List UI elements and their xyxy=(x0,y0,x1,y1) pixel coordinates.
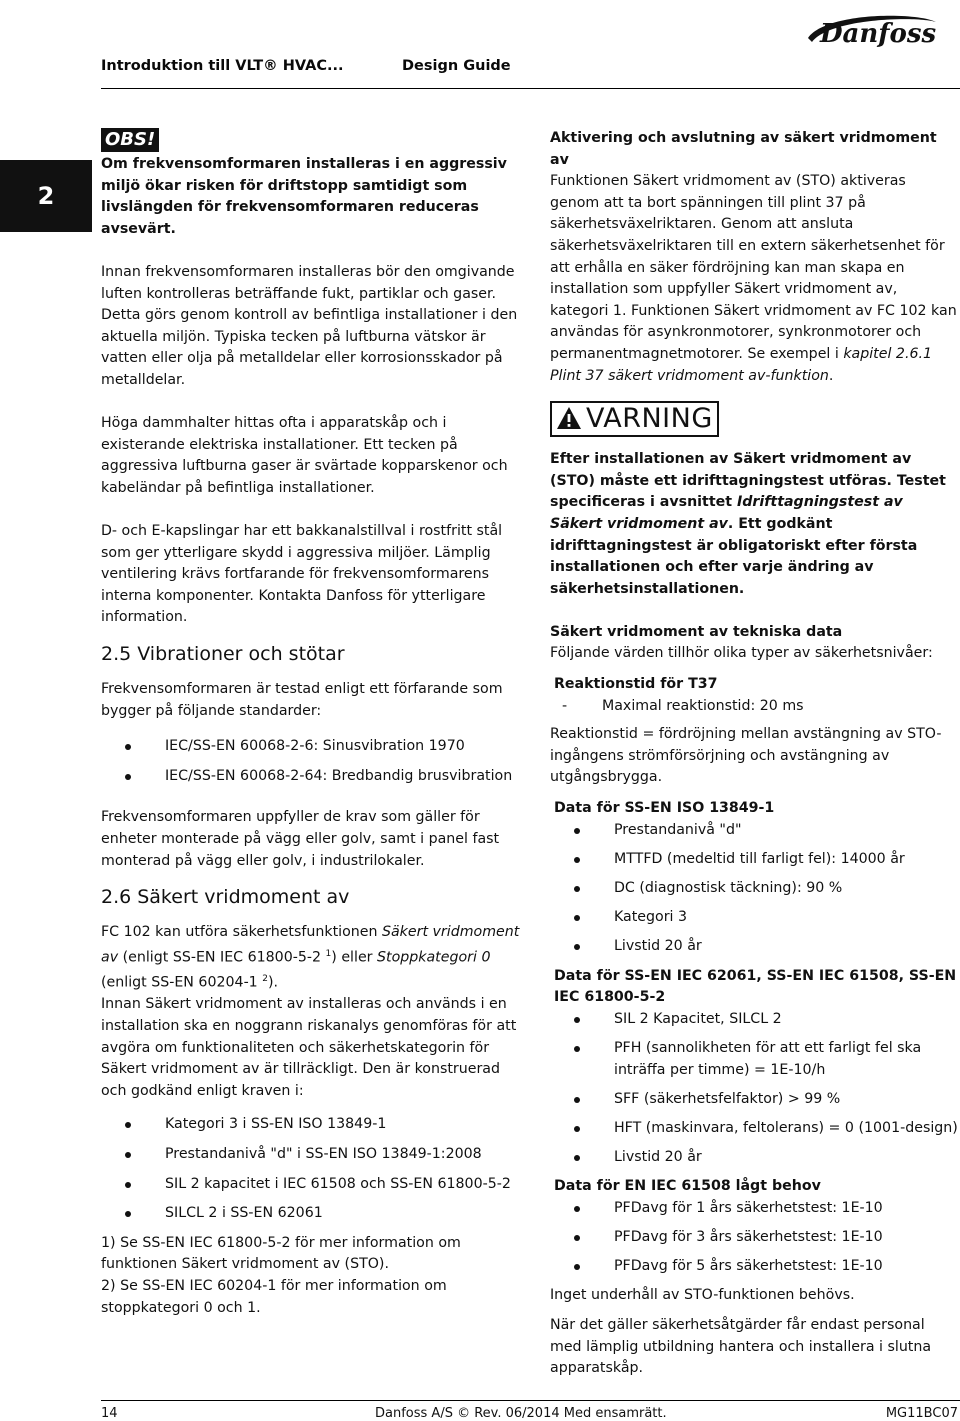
heading-2-6: 2.6 Säkert vridmoment av xyxy=(101,886,350,909)
paragraph-enclosures: D- och E-kapslingar har ett bakkanalstillval i rostfritt stål som ger ytterligare skydd i aggressiva miljöer. Lämplig ventilering krävs fortfarande för frekvensomformarens interna komponenter. Kontakta Danfoss för ytterligare information. xyxy=(101,523,503,626)
paragraph-air: Innan frekvensomformaren installeras bör den omgivande luften kontrolleras beträffande fukt, partiklar och gaser. Detta görs genom kontroll av befintliga installationer i den aktuella miljön. Typiska tecken på luftburna vätskor är vatten eller olja på metalldelar eller korrosionsskador på metalldelar. xyxy=(101,263,518,388)
list-item: Livstid 20 år xyxy=(550,936,958,958)
paragraph-sto: Funktionen Säkert vridmoment av (STO) aktiveras genom att ta bort spänningen till plint 37 på säkerhetsväxelriktaren. Genom att ansluta säkerhetsväxelriktaren till en extern säkerhetsenhet för att erhålla en säker fördröjning kan man skapa en installation som uppfyller Säkert vridmoment av, kategori 1. Funktionen Säkert vridmoment av FC 102 kan användas för asynkronmotorer, synkronmotorer och permanentmagnetmotorer. Se exempel i kapitel 2.6.1 Plint 37 säkert vridmoment av-funktion. xyxy=(550,173,957,384)
sto-activation-title: Aktivering och avslutning av säkert vridmoment av xyxy=(550,130,937,168)
list-item: Prestandanivå "d" i SS-EN ISO 13849-1:2008 xyxy=(101,1144,526,1166)
footer-copyright: Danfoss A/S © Rev. 06/2014 Med ensamrätt. xyxy=(375,1406,667,1421)
reaction-time-title: Reaktionstid för T37 xyxy=(554,676,718,693)
list-item: HFT (maskinvara, feltolerans) = 0 (1001-design) xyxy=(550,1118,958,1140)
reaction-time-definition: Reaktionstid = fördröjning mellan avstängning av STO-ingångens strömförsörjning och avstängning av utgångsbrygga. xyxy=(550,726,942,786)
list-item: DC (diagnostisk täckning): 90 % xyxy=(550,878,958,900)
tech-data-intro: Följande värden tillhör olika typer av säkerhetsnivåer: xyxy=(550,645,933,662)
right-column xyxy=(550,128,958,1380)
footer-rule xyxy=(101,1400,960,1401)
tech-data-title: Säkert vridmoment av tekniska data xyxy=(550,623,843,640)
iec-data-list xyxy=(550,1009,958,1169)
standards-list xyxy=(101,736,526,787)
list-item: PFDavg för 1 års säkerhetstest: 1E-10 xyxy=(550,1198,958,1220)
header-chapter: Introduktion till VLT® HVAC... xyxy=(101,58,344,74)
iso-data-title: Data för SS-EN ISO 13849-1 xyxy=(554,800,775,817)
header-rule xyxy=(101,88,960,89)
warning-box xyxy=(550,401,719,437)
paragraph-mounting: Frekvensomformaren uppfyller de krav som gäller för enheter monterade på vägg eller golv, samt i panel fast monterad på vägg eller golv, i industrilokaler. xyxy=(101,809,500,869)
iec-data-title: Data för SS-EN IEC 62061, SS-EN IEC 61508, SS-EN IEC 61800-5-2 xyxy=(554,967,957,1006)
warning-triangle-icon xyxy=(556,406,582,430)
list-item: Livstid 20 år xyxy=(550,1147,958,1169)
warning-text: Efter installationen av Säkert vridmoment av (STO) måste ett idrifttagningstest utföras. Testet specificeras i avsnittet Idrifttagningstest av Säkert vridmoment av. Ett godkänt idrifttagningstest är obligatoriskt efter första installationen och efter varje ändring av säkerhetsinstallationen. xyxy=(550,451,946,597)
paragraph-dust: Höga dammhalter hittas ofta i apparatskåp och i existerande elektriska installationer. Ett tecken på aggressiva luftburna gaser är svärtade kopparskenor och kabeländar på befintliga installationer. xyxy=(101,415,508,496)
warning-label: VARNING xyxy=(586,403,713,435)
en-data-list xyxy=(550,1198,958,1278)
list-item: Kategori 3 xyxy=(550,907,958,929)
paragraph-fc102: FC 102 kan utföra säkerhetsfunktionen Säkert vridmoment av (enligt SS-EN IEC 61800-5-2 $^1$) eller Stoppkategori 0 (enligt SS-EN 60204-1 $^2$). xyxy=(101,924,520,991)
list-item: IEC/SS-EN 60068-2-6: Sinusvibration 1970 xyxy=(101,736,526,758)
list-item: PFH (sannolikheten för att ett farligt fel ska inträffa per timme) = 1E-10/h xyxy=(550,1038,958,1081)
list-item: IEC/SS-EN 60068-2-64: Bredbandig brusvibration xyxy=(101,766,526,788)
list-item: MTTFD (medeltid till farligt fel): 14000 år xyxy=(550,849,958,871)
obs-text: Om frekvensomformaren installeras i en aggressiv miljö ökar risken för driftstopp samtidigt som livslängden för frekvensomformaren reduceras avsevärt. xyxy=(101,156,507,237)
footnote-1: 1) Se SS-EN IEC 61800-5-2 för mer information om funktionen Säkert vridmoment av (STO). xyxy=(101,1234,461,1273)
list-item: SIL 2 Kapacitet, SILCL 2 xyxy=(550,1009,958,1031)
list-item: PFDavg för 3 års säkerhetstest: 1E-10 xyxy=(550,1227,958,1249)
reaction-time-item: - Maximal reaktionstid: 20 ms xyxy=(562,697,804,714)
heading-2-5: 2.5 Vibrationer och stötar xyxy=(101,643,345,666)
list-item: SILCL 2 i SS-EN 62061 xyxy=(101,1203,526,1225)
requirements-list xyxy=(101,1114,526,1224)
obs-label: OBS! xyxy=(101,128,159,152)
left-column xyxy=(101,128,526,1319)
paragraph-maintenance: Inget underhåll av STO-funktionen behövs. xyxy=(550,1287,855,1304)
list-item: PFDavg för 5 års säkerhetstest: 1E-10 xyxy=(550,1256,958,1278)
list-item: Prestandanivå "d" xyxy=(550,820,958,842)
list-item: Kategori 3 i SS-EN ISO 13849-1 xyxy=(101,1114,526,1136)
footnote-2: 2) Se SS-EN IEC 60204-1 för mer information om stoppkategori 0 och 1. xyxy=(101,1278,447,1316)
iso-data-list xyxy=(550,820,958,958)
svg-text:Danfoss: Danfoss xyxy=(820,19,937,49)
header-doc-title: Design Guide xyxy=(402,58,511,74)
list-item: SFF (säkerhetsfelfaktor) > 99 % xyxy=(550,1089,958,1111)
paragraph-personnel: När det gäller säkerhetsåtgärder får endast personal med lämplig utbildning hantera och installera i slutna apparatskåp. xyxy=(550,1317,932,1377)
paragraph-risk-analysis: Innan Säkert vridmoment av installeras och används i en installation ska en noggrann riskanalys genomföras för att avgöra om funktionaliteten och säkerhetskategorin för Säkert vridmoment av är tillräckligt. Den är konstruerad och godkänd enligt kraven i: xyxy=(101,996,517,1099)
footer-doc-code: MG11BC07 xyxy=(885,1406,958,1421)
paragraph-tested: Frekvensomformaren är testad enligt ett förfarande som bygger på följande standarder: xyxy=(101,681,503,719)
chapter-tab: 2 xyxy=(0,160,92,232)
page-number: 14 xyxy=(101,1406,118,1421)
list-item: SIL 2 kapacitet i IEC 61508 och SS-EN 61800-5-2 xyxy=(101,1174,526,1196)
en-data-title: Data för EN IEC 61508 lågt behov xyxy=(554,1178,821,1195)
danfoss-logo xyxy=(806,8,938,52)
